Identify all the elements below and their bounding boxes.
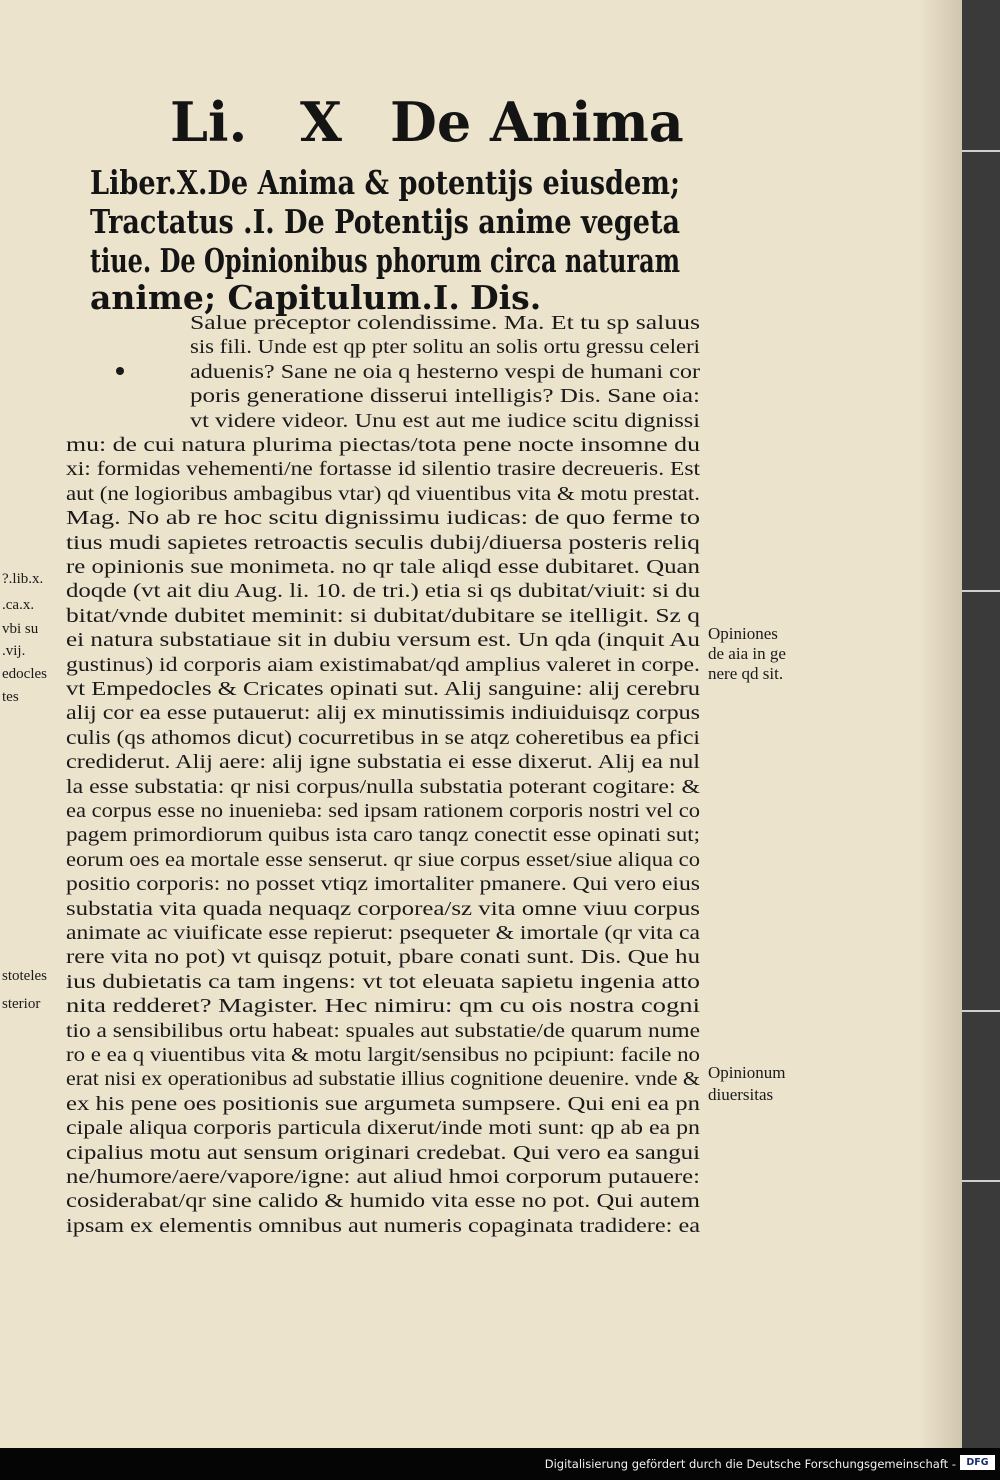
scan-edge-mark bbox=[962, 1180, 1000, 1182]
scan-edge-mark bbox=[962, 150, 1000, 152]
footer-credit: Digitalisierung gefördert durch die Deutsche Forschungsgemeinschaft - bbox=[544, 1457, 956, 1471]
text-line: erat nisi ex operationibus ad substatie illius cognitione deuenire. vnde & bbox=[66, 1069, 700, 1091]
footer-bar bbox=[0, 1448, 1000, 1480]
text-line: positio corporis: no posset vtiqz imortaliter pmanere. Qui vero eius bbox=[66, 874, 700, 896]
scan-edge bbox=[962, 0, 1000, 1448]
ink-dot bbox=[116, 367, 124, 375]
chapter-title-line: tiue. De Opinionibus phorum circa naturam bbox=[90, 241, 680, 280]
text-line: cipale aliqua corporis particula dixerut/inde moti sunt: qp ab ea pn bbox=[66, 1118, 701, 1140]
text-line: vt videre videor. Unu est aut me iudice scitu dignissi bbox=[190, 410, 700, 432]
text-line: sis fili. Unde est qp pter solitu an solis ortu gressu celeri bbox=[190, 337, 700, 359]
margin-note-right: Opinionum bbox=[708, 1063, 786, 1082]
text-line: rere vita no pot) vt quisqz potuit, pbare conati sunt. Dis. Que hu bbox=[66, 947, 701, 969]
dfg-logo: DFG bbox=[960, 1455, 995, 1470]
text-line: aut (ne logioribus ambagibus vtar) qd viuentibus vita & motu prestat. bbox=[66, 483, 701, 505]
margin-note-left: edocles bbox=[2, 666, 47, 682]
text-line: xi: formidas vehementi/ne fortasse id silentio trasire decreueris. Est bbox=[66, 459, 701, 481]
text-line: aduenis? Sane ne oia q hesterno vespi de humani cor bbox=[190, 361, 701, 383]
text-line: crediderut. Alij aere: alij igne substatia ei esse dixerut. Alij ea nul bbox=[66, 752, 700, 774]
text-line: cosiderabat/qr sine calido & humido vita esse no pot. Qui autem bbox=[66, 1191, 700, 1213]
text-line: ius dubietatis ca tam ingens: vt tot eleuata sapietu ingenia atto bbox=[66, 971, 700, 993]
margin-note-right: Opiniones bbox=[708, 624, 778, 643]
scan-edge-mark bbox=[962, 590, 1000, 592]
running-head-numeral: X bbox=[300, 90, 342, 154]
text-line: tius mudi sapietes retroactis seculis dubij/diuersa posteris reliq bbox=[66, 532, 700, 554]
text-line: doqde (vt ait diu Aug. li. 10. de tri.) etia si qs dubitat/viuit: si du bbox=[66, 581, 700, 603]
text-line: re opinionis sue monimeta. no qr tale aliqd esse dubitaret. Quan bbox=[66, 557, 701, 578]
margin-note-left: sterior bbox=[2, 996, 41, 1012]
text-line: animate ac viuificate esse repierut: psequeter & imortale (qr vita ca bbox=[66, 923, 700, 944]
margin-note-right: diuersitas bbox=[708, 1085, 774, 1104]
margin-note-left: tes bbox=[2, 689, 19, 705]
text-line: substatia vita quada nequaqz corporea/sz vita omne viuu corpus bbox=[66, 898, 700, 920]
running-head-title: De Anima bbox=[390, 90, 684, 154]
margin-note-left: ?.lib.x. bbox=[2, 571, 44, 587]
text-line: cipalius motu aut sensum originari credebat. Qui vero ea sangui bbox=[66, 1142, 701, 1164]
text-line: ro e ea q viuentibus vita & motu largit/sensibus no pcipiunt: facile no bbox=[66, 1045, 701, 1066]
speaker-label: Dis. bbox=[470, 278, 542, 317]
text-line: ne/humore/aere/vapore/igne: aut aliud hmoi corporum putauere: bbox=[66, 1167, 701, 1188]
text-line: tio a sensibilibus ortu habeat: spuales aut substatie/de quarum nume bbox=[66, 1020, 700, 1042]
margin-note-right: de aia in ge bbox=[708, 644, 786, 663]
text-line: ea corpus esse no inuenieba: sed ipsam rationem corporis nostri vel co bbox=[66, 801, 700, 822]
margin-note-left: stoteles bbox=[2, 968, 47, 984]
scan-edge-mark bbox=[962, 1010, 1000, 1012]
text-line: bitat/vnde dubitet meminit: si dubitat/dubitare se itelligit. Sz q bbox=[66, 605, 700, 627]
text-line: mu: de cui natura plurima piectas/tota pene nocte insomne du bbox=[66, 435, 700, 456]
text-line: Mag. No ab re hoc scitu dignissimu iudicas: de quo ferme to bbox=[66, 508, 700, 530]
text-line: gustinus) id corporis aiam existimabat/qd amplius valeret in corpe. bbox=[66, 654, 700, 676]
margin-note-left: .ca.x. bbox=[2, 597, 35, 613]
text-line: ex his pene oes positionis sue argumeta sumpsere. Qui eni ea pn bbox=[66, 1093, 700, 1115]
chapter-title-line: Liber.X.De Anima & potentijs eiusdem; bbox=[90, 163, 681, 202]
margin-note-left: .vij. bbox=[2, 643, 26, 659]
margin-note-right: nere qd sit. bbox=[708, 664, 784, 683]
text-line: la esse substatia: qr nisi corpus/nulla substatia poterant cogitare: & bbox=[66, 776, 700, 798]
text-line: nita redderet? Magister. Hec nimiru: qm cu ois nostra cogni bbox=[66, 996, 700, 1018]
chapter-title-line: anime; Capitulum.I. bbox=[90, 278, 460, 317]
text-line: alij cor ea esse putauerut: alij ex minutissimis indiuiduisqz corpus bbox=[66, 703, 701, 725]
text-line: vt Empedocles & Cricates opinati sut. Alij sanguine: alij cerebru bbox=[66, 679, 701, 700]
text-line: culis (qs athomos dicut) cocurretibus in se atqz coheretibus ea pfici bbox=[66, 727, 700, 749]
margin-note-left: vbi su bbox=[2, 621, 39, 637]
text-line: pagem primordiorum quibus ista caro tanqz conectit esse opinati sut; bbox=[66, 825, 701, 847]
text-line: ei natura substatiaue sit in dubiu versum est. Un qda (inquit Au bbox=[66, 630, 700, 652]
text-line: Salue preceptor colendissime. Ma. Et tu sp saluus bbox=[190, 313, 701, 334]
text-line: eorum oes ea mortale esse senserut. qr siue corpus esset/siue aliqua co bbox=[66, 849, 700, 871]
text-line: ipsam ex elementis omnibus aut numeris copaginata tradidere: ea bbox=[66, 1215, 701, 1237]
text-line: poris generatione disserui intelligis? Dis. Sane oia: bbox=[190, 386, 701, 408]
running-head-book: Li. bbox=[170, 90, 248, 154]
chapter-title-line: Tractatus .I. De Potentijs anime vegeta bbox=[90, 202, 680, 241]
